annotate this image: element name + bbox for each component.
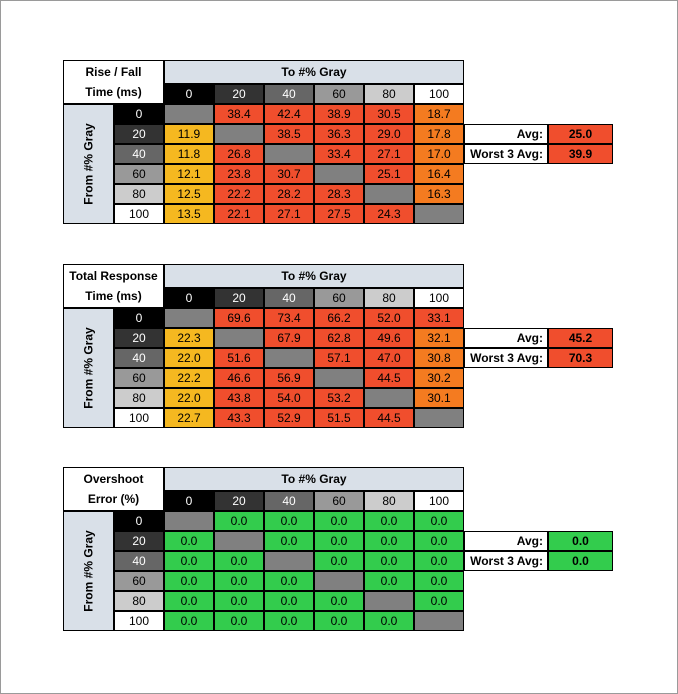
data-cell: 27.5: [314, 204, 364, 224]
diagonal-cell: [314, 164, 364, 184]
worst-3-avg-label: Worst 3 Avg:: [464, 551, 548, 571]
data-cell: 52.0: [364, 308, 414, 328]
column-header: 40: [264, 84, 314, 104]
from-gray-header: [63, 511, 114, 631]
avg-label: Avg:: [464, 531, 548, 551]
column-header: 20: [214, 288, 264, 308]
column-header: 20: [214, 84, 264, 104]
row-header: 60: [114, 571, 164, 591]
data-cell: 36.3: [314, 124, 364, 144]
data-cell: 49.6: [364, 328, 414, 348]
data-cell: 22.2: [214, 184, 264, 204]
to-gray-header: To #% Gray: [164, 264, 464, 288]
data-cell: 0.0: [214, 591, 264, 611]
data-cell: 54.0: [264, 388, 314, 408]
column-header: 60: [314, 84, 364, 104]
row-header: 20: [114, 124, 164, 144]
data-cell: 16.3: [414, 184, 464, 204]
data-cell: 0.0: [414, 551, 464, 571]
data-cell: 22.2: [164, 368, 214, 388]
data-cell: 0.0: [164, 571, 214, 591]
data-cell: 30.1: [414, 388, 464, 408]
data-cell: 0.0: [264, 531, 314, 551]
diagonal-cell: [414, 408, 464, 428]
diagonal-cell: [264, 144, 314, 164]
avg-label: Avg:: [464, 124, 548, 144]
column-header: 0: [164, 84, 214, 104]
diagonal-cell: [264, 551, 314, 571]
data-cell: 53.2: [314, 388, 364, 408]
data-cell: 46.6: [214, 368, 264, 388]
data-cell: 56.9: [264, 368, 314, 388]
diagonal-cell: [314, 368, 364, 388]
data-cell: 0.0: [164, 551, 214, 571]
row-header: 80: [114, 388, 164, 408]
diagonal-cell: [414, 611, 464, 631]
row-header: 40: [114, 348, 164, 368]
column-header: 20: [214, 491, 264, 511]
row-header: 20: [114, 531, 164, 551]
table-title: [63, 60, 164, 104]
data-cell: 27.1: [364, 144, 414, 164]
diagonal-cell: [264, 348, 314, 368]
data-cell: 11.8: [164, 144, 214, 164]
data-cell: 42.4: [264, 104, 314, 124]
data-cell: 30.5: [364, 104, 414, 124]
data-cell: 12.1: [164, 164, 214, 184]
table-title-line: Time (ms): [85, 289, 142, 303]
from-gray-header: [63, 104, 114, 224]
data-cell: 0.0: [314, 611, 364, 631]
data-cell: 57.1: [314, 348, 364, 368]
column-header: 80: [364, 84, 414, 104]
column-header: 100: [414, 84, 464, 104]
table-title: [63, 467, 164, 511]
data-cell: 0.0: [164, 591, 214, 611]
data-cell: 30.7: [264, 164, 314, 184]
data-cell: 22.1: [214, 204, 264, 224]
data-cell: 25.1: [364, 164, 414, 184]
data-cell: 66.2: [314, 308, 364, 328]
data-cell: 12.5: [164, 184, 214, 204]
total-response-table: [63, 264, 613, 430]
data-cell: 0.0: [264, 511, 314, 531]
table-title-line: Total Response: [69, 269, 158, 283]
from-gray-label: From #% Gray: [81, 530, 96, 612]
data-cell: 44.5: [364, 408, 414, 428]
data-cell: 22.0: [164, 348, 214, 368]
diagonal-cell: [214, 124, 264, 144]
data-cell: 32.1: [414, 328, 464, 348]
data-cell: 0.0: [214, 611, 264, 631]
column-header: 100: [414, 491, 464, 511]
avg-value: 25.0: [548, 124, 613, 144]
data-cell: 30.2: [414, 368, 464, 388]
data-cell: 51.6: [214, 348, 264, 368]
data-cell: 69.6: [214, 308, 264, 328]
data-cell: 0.0: [414, 591, 464, 611]
data-cell: 0.0: [414, 531, 464, 551]
data-cell: 0.0: [264, 611, 314, 631]
data-cell: 0.0: [314, 511, 364, 531]
column-header: 80: [364, 491, 414, 511]
column-header: 100: [414, 288, 464, 308]
column-header: 40: [264, 288, 314, 308]
data-cell: 23.8: [214, 164, 264, 184]
diagonal-cell: [214, 328, 264, 348]
row-header: 80: [114, 184, 164, 204]
diagonal-cell: [364, 388, 414, 408]
row-header: 60: [114, 368, 164, 388]
data-cell: 28.2: [264, 184, 314, 204]
worst-3-avg-label: Worst 3 Avg:: [464, 144, 548, 164]
data-cell: 0.0: [364, 531, 414, 551]
data-cell: 62.8: [314, 328, 364, 348]
data-cell: 30.8: [414, 348, 464, 368]
diagonal-cell: [164, 511, 214, 531]
avg-value: 45.2: [548, 328, 613, 348]
worst-3-avg-value: 70.3: [548, 348, 613, 368]
table-title-line: Rise / Fall: [85, 65, 142, 79]
data-cell: 47.0: [364, 348, 414, 368]
data-cell: 43.8: [214, 388, 264, 408]
data-cell: 0.0: [214, 571, 264, 591]
row-header: 100: [114, 204, 164, 224]
table-title: [63, 264, 164, 308]
to-gray-header: To #% Gray: [164, 467, 464, 491]
diagonal-cell: [314, 571, 364, 591]
column-header: 60: [314, 288, 364, 308]
data-cell: 67.9: [264, 328, 314, 348]
row-header: 100: [114, 611, 164, 631]
data-cell: 0.0: [264, 571, 314, 591]
data-cell: 33.4: [314, 144, 364, 164]
data-cell: 22.0: [164, 388, 214, 408]
data-cell: 27.1: [264, 204, 314, 224]
diagonal-cell: [214, 531, 264, 551]
from-gray-header: [63, 308, 114, 428]
data-cell: 38.5: [264, 124, 314, 144]
diagonal-cell: [364, 184, 414, 204]
data-cell: 13.5: [164, 204, 214, 224]
diagonal-cell: [414, 204, 464, 224]
row-header: 40: [114, 144, 164, 164]
data-cell: 51.5: [314, 408, 364, 428]
table-title-line: Overshoot: [83, 472, 144, 486]
data-cell: 0.0: [214, 551, 264, 571]
column-header: 60: [314, 491, 364, 511]
overshoot-table: [63, 467, 613, 633]
row-header: 100: [114, 408, 164, 428]
diagonal-cell: [164, 104, 214, 124]
row-header: 60: [114, 164, 164, 184]
data-cell: 24.3: [364, 204, 414, 224]
data-cell: 17.0: [414, 144, 464, 164]
diagonal-cell: [364, 591, 414, 611]
row-header: 0: [114, 104, 164, 124]
data-cell: 0.0: [314, 591, 364, 611]
data-cell: 0.0: [364, 551, 414, 571]
data-cell: 0.0: [414, 511, 464, 531]
row-header: 80: [114, 591, 164, 611]
data-cell: 18.7: [414, 104, 464, 124]
data-cell: 38.9: [314, 104, 364, 124]
row-header: 40: [114, 551, 164, 571]
avg-label: Avg:: [464, 328, 548, 348]
data-cell: 0.0: [214, 511, 264, 531]
data-cell: 0.0: [364, 611, 414, 631]
data-cell: 11.9: [164, 124, 214, 144]
column-header: 0: [164, 288, 214, 308]
column-header: 40: [264, 491, 314, 511]
data-cell: 43.3: [214, 408, 264, 428]
column-header: 0: [164, 491, 214, 511]
table-title-line: Error (%): [87, 492, 140, 506]
worst-3-avg-label: Worst 3 Avg:: [464, 348, 548, 368]
data-cell: 0.0: [364, 571, 414, 591]
diagonal-cell: [164, 308, 214, 328]
row-header: 0: [114, 308, 164, 328]
data-cell: 38.4: [214, 104, 264, 124]
to-gray-header: To #% Gray: [164, 60, 464, 84]
data-cell: 44.5: [364, 368, 414, 388]
data-cell: 17.8: [414, 124, 464, 144]
data-cell: 0.0: [164, 611, 214, 631]
data-cell: 52.9: [264, 408, 314, 428]
data-cell: 0.0: [314, 551, 364, 571]
avg-value: 0.0: [548, 531, 613, 551]
row-header: 0: [114, 511, 164, 531]
data-cell: 0.0: [164, 531, 214, 551]
data-cell: 0.0: [264, 591, 314, 611]
data-cell: 26.8: [214, 144, 264, 164]
rise-fall-table: [63, 60, 613, 226]
worst-3-avg-value: 39.9: [548, 144, 613, 164]
data-cell: 22.3: [164, 328, 214, 348]
worst-3-avg-value: 0.0: [548, 551, 613, 571]
column-header: 80: [364, 288, 414, 308]
data-cell: 0.0: [414, 571, 464, 591]
row-header: 20: [114, 328, 164, 348]
data-cell: 0.0: [314, 531, 364, 551]
data-cell: 73.4: [264, 308, 314, 328]
from-gray-label: From #% Gray: [81, 327, 96, 409]
data-cell: 16.4: [414, 164, 464, 184]
data-cell: 0.0: [364, 511, 414, 531]
data-cell: 33.1: [414, 308, 464, 328]
table-title-line: Time (ms): [85, 85, 142, 99]
from-gray-label: From #% Gray: [81, 123, 96, 205]
data-cell: 22.7: [164, 408, 214, 428]
data-cell: 28.3: [314, 184, 364, 204]
data-cell: 29.0: [364, 124, 414, 144]
